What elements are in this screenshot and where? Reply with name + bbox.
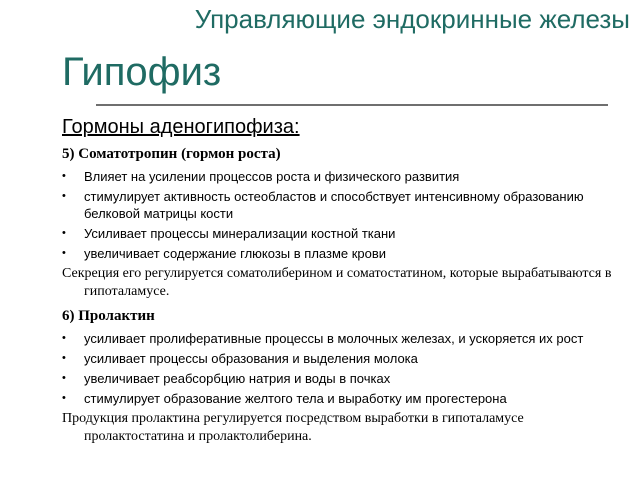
title-divider — [96, 104, 608, 106]
section-note: Продукция пролактина регулируется посредством выработки в гипоталамусе пролактостатина и пролактолиберина. — [62, 411, 524, 444]
slide-supertitle: Управляющие эндокринные железы — [194, 4, 630, 34]
list-item — [62, 245, 622, 262]
list-item — [62, 370, 622, 387]
bullet-icon: • — [62, 170, 66, 182]
slide-content — [62, 145, 622, 446]
section-heading: 6) Пролактин — [62, 308, 155, 324]
bullet-list — [62, 330, 622, 407]
bullet-icon: • — [62, 392, 66, 404]
list-item — [62, 390, 622, 407]
slide-subtitle: Гормоны аденогипофиза: — [62, 116, 300, 138]
list-item-text: Усиливает процессы минерализации костной ткани — [84, 226, 396, 241]
section-somatotropin — [62, 145, 622, 301]
list-item-text: стимулирует активность остеобластов и способствует интенсивному образованию белковой матрицы кости — [84, 189, 584, 221]
list-item — [62, 168, 622, 185]
section-prolactin — [62, 307, 622, 446]
bullet-icon: • — [62, 190, 66, 202]
list-item-text: увеличивает реабсорбцию натрия и воды в почках — [84, 371, 391, 386]
bullet-icon: • — [62, 372, 66, 384]
list-item-text: Влияет на усилении процессов роста и физического развития — [84, 169, 460, 184]
list-item-text: усиливает пролиферативные процессы в молочных железах, и ускоряется их рост — [84, 331, 584, 346]
list-item-text: стимулирует образование желтого тела и выработку им прогестерона — [84, 391, 507, 406]
bullet-list — [62, 168, 622, 262]
list-item-text: усиливает процессы образования и выделения молока — [84, 351, 418, 366]
list-item-text: увеличивает содержание глюкозы в плазме крови — [84, 246, 387, 261]
list-item — [62, 188, 622, 222]
section-heading: 5) Соматотропин (гормон роста) — [62, 146, 281, 162]
section-note: Секреция его регулируется соматолиберином и соматостатином, которые вырабатываются в гипоталамусе. — [62, 266, 612, 299]
list-item — [62, 350, 622, 367]
list-item — [62, 225, 622, 242]
slide-title: Гипофиз — [62, 50, 222, 94]
bullet-icon: • — [62, 332, 66, 344]
bullet-icon: • — [62, 227, 66, 239]
bullet-icon: • — [62, 247, 66, 259]
bullet-icon: • — [62, 352, 66, 364]
list-item — [62, 330, 622, 347]
